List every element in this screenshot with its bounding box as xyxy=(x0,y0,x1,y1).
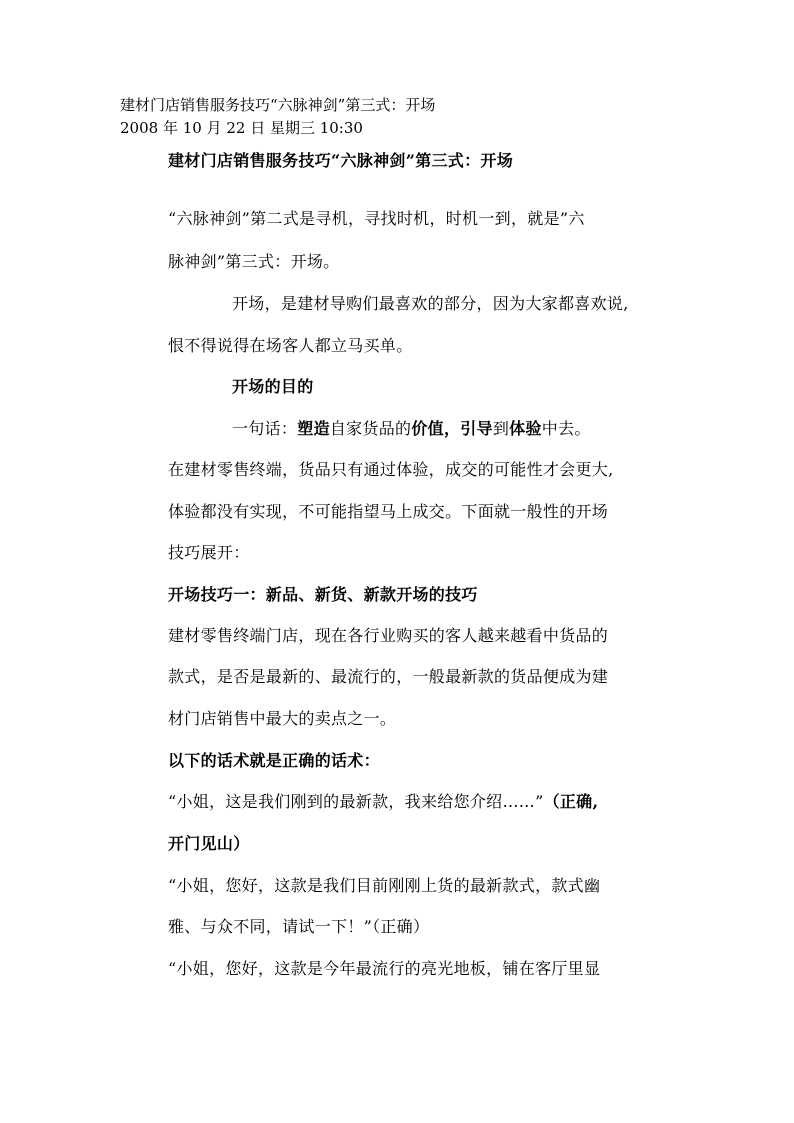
key-sentence-part: 自家货品的 xyxy=(329,419,412,438)
example-note: （正确, xyxy=(543,792,599,811)
example-note: 开门见山） xyxy=(168,834,250,853)
key-sentence-part: 中去。 xyxy=(541,419,591,438)
example-line: 雅、与众不同，请试一下！”（正确） xyxy=(168,917,430,936)
key-sentence-emphasis: 体验 xyxy=(509,419,542,438)
key-sentence-part: 到 xyxy=(492,419,510,438)
example-text: “小姐，这是我们刚到的最新款，我来给您介绍……” xyxy=(168,792,544,811)
key-sentence-emphasis: 塑造 xyxy=(297,419,330,438)
paragraph-line: “六脉神剑”第二式是寻机，寻找时机，时机一到，就是”六 xyxy=(168,209,585,228)
example-line: “小姐，您好，这款是今年最流行的亮光地板，铺在客厅里显 xyxy=(168,959,601,978)
key-sentence-part: 一句话： xyxy=(232,419,298,438)
example-line xyxy=(168,792,598,812)
example-line: “小姐，您好，这款是我们目前刚刚上货的最新款式，款式幽 xyxy=(168,876,601,895)
paragraph-line: 体验都没有实现，不可能指望马上成交。下面就一般性的开场 xyxy=(168,502,609,521)
key-sentence-emphasis: ， xyxy=(443,419,461,438)
key-sentence-emphasis: 引导 xyxy=(460,419,493,438)
section-heading-correct: 以下的话术就是正确的话术： xyxy=(168,751,380,770)
paragraph-line: 脉神剑”第三式：开场。 xyxy=(168,252,340,271)
paragraph-line: 款式，是否是最新的、最流行的，一般最新款的货品便成为建 xyxy=(168,667,609,686)
paragraph-line: 建材零售终端门店，现在各行业购买的客人越来越看中货品的 xyxy=(168,626,609,645)
key-sentence-emphasis: 价值 xyxy=(411,419,444,438)
paragraph-line: 开场，是建材导购们最喜欢的部分，因为大家都喜欢说, xyxy=(232,294,629,313)
section-heading-purpose: 开场的目的 xyxy=(232,377,314,396)
paragraph-line: 材门店销售中最大的卖点之一。 xyxy=(168,709,397,728)
section-heading-tip1: 开场技巧一：新品、新货、新款开场的技巧 xyxy=(168,585,478,604)
note-date: 2008 年 10 月 22 日 星期三 10:30 xyxy=(120,119,363,137)
paragraph-line: 恨不得说得在场客人都立马买单。 xyxy=(168,336,413,355)
key-sentence xyxy=(232,419,591,439)
note-title: 建材门店销售服务技巧“六脉神剑”第三式：开场 xyxy=(120,96,436,114)
article-heading: 建材门店销售服务技巧“六脉神剑”第三式：开场 xyxy=(168,151,514,170)
paragraph-line: 技巧展开： xyxy=(168,543,250,562)
paragraph-line: 在建材零售终端，货品只有通过体验，成交的可能性才会更大, xyxy=(168,460,614,479)
